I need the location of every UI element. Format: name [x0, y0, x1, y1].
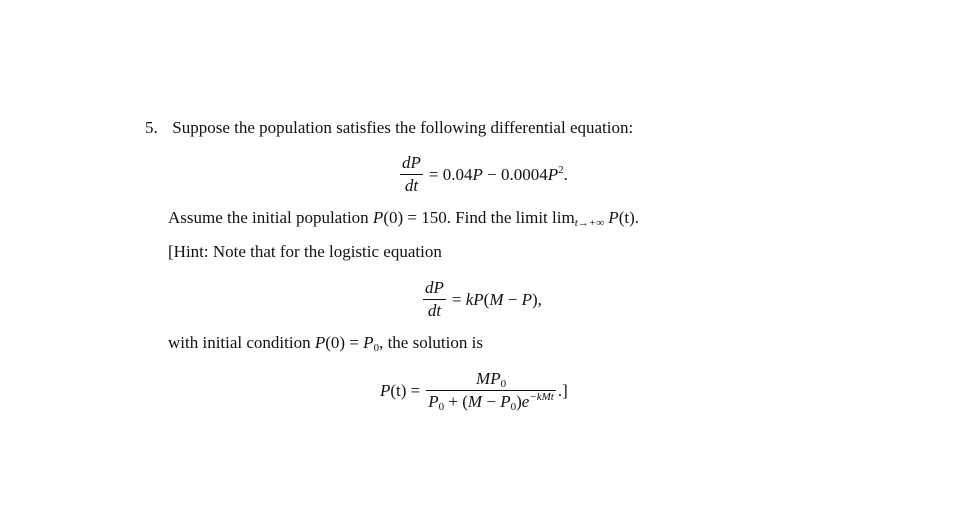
hint-text: [Hint: Note that for the logistic equation [168, 242, 442, 261]
lhs-part: (t) = [390, 380, 421, 400]
equation-lhs [380, 380, 420, 402]
problem-number: 5. [145, 118, 158, 137]
text: (0) = [325, 333, 364, 352]
rhs-var: P [521, 289, 532, 309]
subscript: 0 [373, 342, 380, 354]
rhs-exponent: 2 [558, 163, 564, 176]
text: , the solution is [379, 333, 483, 352]
equation-tail: .] [557, 380, 568, 400]
denominator-var: e [521, 392, 530, 411]
rhs-period: . [563, 164, 568, 184]
denominator-var: P [500, 392, 511, 411]
text: with initial condition [168, 333, 315, 352]
rhs-part: − [503, 289, 522, 309]
rhs-part: = [451, 289, 466, 309]
limit-subscript: t→+∞ [574, 217, 605, 229]
subscript: 0 [438, 401, 445, 413]
rhs-var: M [489, 289, 504, 309]
math-var: P [363, 333, 374, 352]
math-var: P [608, 208, 619, 227]
denominator-var: M [467, 392, 483, 411]
equation-logistic [423, 277, 542, 322]
text: (t). [618, 208, 639, 227]
condition-line [168, 332, 483, 354]
fraction-denominator: dt [427, 301, 442, 320]
rhs-var: P [472, 164, 483, 184]
fraction-numerator: dP [402, 153, 421, 172]
exponent: −kMt [529, 391, 554, 403]
rhs-part: ( [483, 289, 490, 309]
math-var: P [372, 208, 384, 227]
denominator-part: + ( [444, 392, 468, 411]
rhs-part: ), [532, 289, 542, 309]
fraction-dp-dt [400, 152, 423, 197]
equation-solution [380, 368, 568, 413]
problem-intro-line [145, 117, 633, 139]
rhs-var: kP [465, 289, 484, 309]
subscript: 0 [500, 378, 507, 390]
solution-fraction [426, 368, 556, 413]
text: (0) = 150. Find the limit lim [383, 208, 575, 227]
denominator-part: − [482, 392, 501, 411]
equation-differential [400, 152, 568, 197]
rhs-part: = 0.04 [428, 164, 473, 184]
fraction-denominator [426, 391, 556, 413]
subscript: 0 [510, 401, 517, 413]
denominator-var: P [428, 392, 439, 411]
math-var: P [314, 333, 326, 352]
fraction-denominator: dt [404, 176, 419, 195]
denominator-part: ) [516, 392, 522, 411]
fraction-dp-dt [423, 277, 446, 322]
rhs-part: − 0.0004 [482, 164, 548, 184]
assume-line [168, 207, 639, 229]
equation-rhs [429, 164, 568, 186]
text: Assume the initial population [168, 208, 373, 227]
fraction-numerator [426, 368, 556, 390]
fraction-numerator: dP [425, 278, 444, 297]
rhs-var: P [547, 164, 559, 184]
numerator-var: MP [476, 369, 501, 388]
lhs-var: P [380, 380, 391, 400]
equation-rhs [452, 289, 542, 311]
hint-intro-line [168, 241, 442, 263]
problem-intro-text: Suppose the population satisfies the following differential equation: [172, 118, 634, 137]
